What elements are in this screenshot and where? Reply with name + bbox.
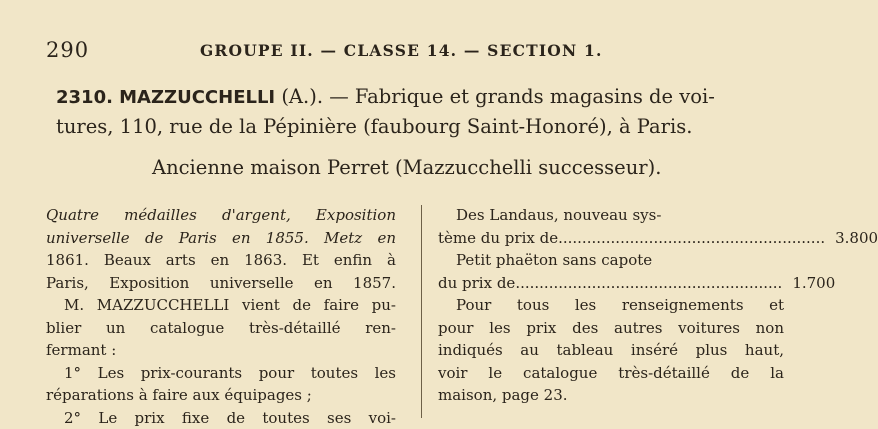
price-label: du prix de [438, 272, 515, 295]
dot-leader: ........................................................ [515, 272, 782, 295]
text-line: Petit phaëton sans capote [438, 249, 784, 272]
dot-leader: ........................................................ [558, 227, 825, 250]
exhibitor-entry [56, 82, 776, 141]
price-label: tème du prix de [438, 227, 558, 250]
right-column [438, 204, 784, 407]
text-line: Des Landaus, nouveau sys- [438, 204, 784, 227]
text-line: pour les prix des autres voitures non [438, 317, 784, 340]
entry-number: 2310. [56, 87, 113, 108]
page-number: 290 [46, 38, 89, 62]
text-line: universelle de Paris en 1855. Metz en [46, 227, 396, 250]
text-line: réparations à faire aux équipages ; [46, 384, 396, 407]
entry-subtitle: Ancienne maison Perret (Mazzucchelli successeur). [152, 156, 661, 179]
text-line: voir le catalogue très-détaillé de la [438, 362, 784, 385]
text-line: 2° Le prix fixe de toutes ses voi- [46, 407, 396, 429]
text-line: Pour tous les renseignements et [438, 294, 784, 317]
price-value: 3.800 [825, 227, 878, 250]
price-line [438, 227, 784, 250]
text-line: Quatre médailles d'argent, Exposition [46, 204, 396, 227]
section-heading: GROUPE II. — CLASSE 14. — SECTION 1. [200, 41, 603, 60]
text-line: fermant : [46, 339, 396, 362]
exhibitor-name: MAZZUCCHELLI [119, 87, 275, 108]
entry-first-line [56, 82, 776, 112]
text-line: maison, page 23. [438, 384, 784, 407]
text-line: Paris, Exposition universelle en 1857. [46, 272, 396, 295]
price-value: 1.700 [782, 272, 835, 295]
entry-address-line: tures, 110, rue de la Pépinière (faubourg Saint-Honoré), à Paris. [56, 112, 776, 141]
text-line: 1861. Beaux arts en 1863. Et enfin à [46, 249, 396, 272]
text-line: indiqués au tableau inséré plus haut, [438, 339, 784, 362]
column-divider [421, 205, 422, 418]
text-line: M. MAZZUCCHELLI vient de faire pu- [46, 294, 396, 317]
running-head [0, 38, 800, 64]
exhibitor-description: (A.). — Fabrique et grands magasins de voi- [281, 85, 715, 108]
price-line [438, 272, 784, 295]
text-line: blier un catalogue très-détaillé ren- [46, 317, 396, 340]
left-column [46, 204, 396, 429]
text-line: 1° Les prix-courants pour toutes les [46, 362, 396, 385]
